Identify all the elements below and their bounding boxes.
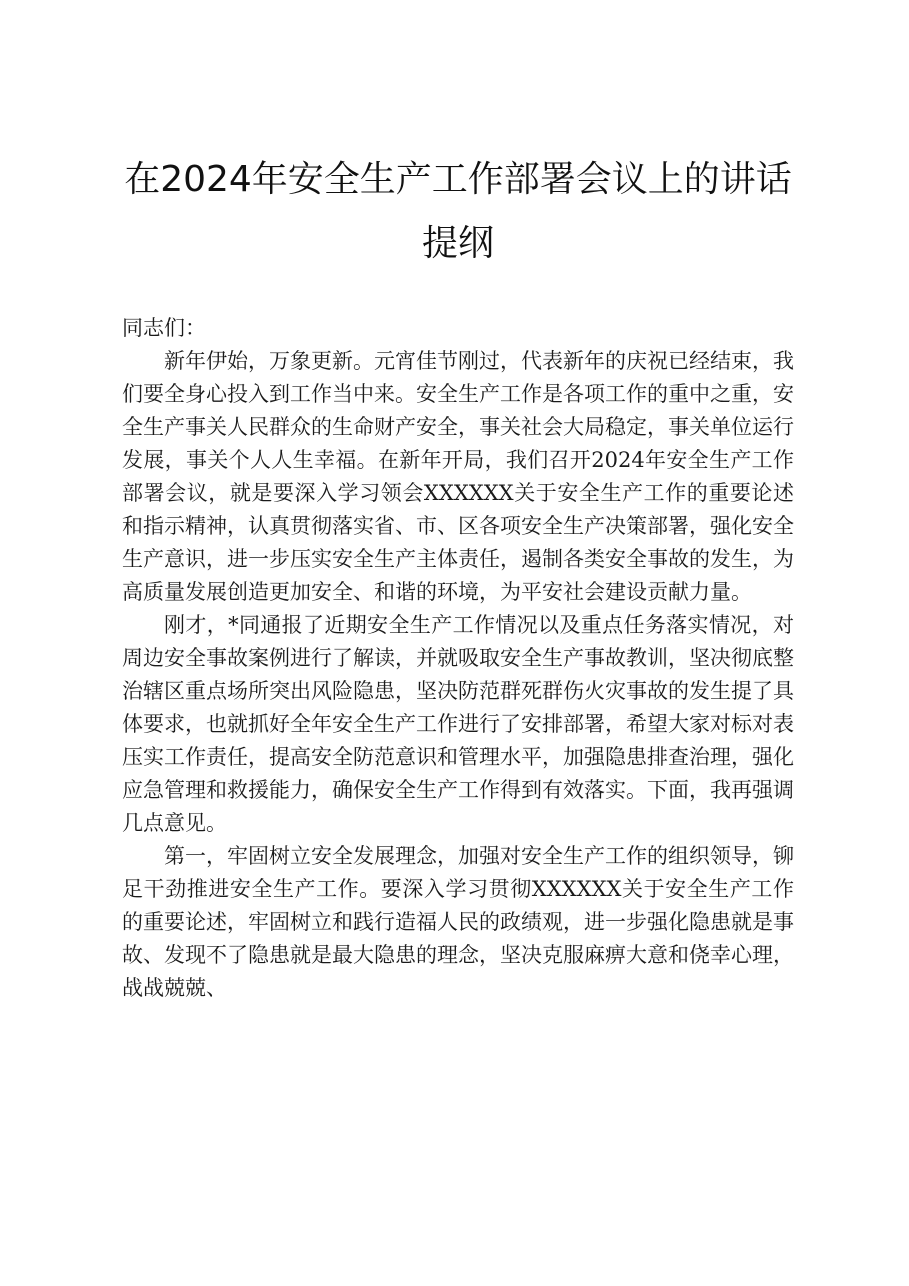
paragraph-opening: 新年伊始，万象更新。元宵佳节刚过，代表新年的庆祝已经结束，我们要全身心投入到工作当中来。安全生产工作是各项工作的重中之重，安全生产事关人民群众的生命财产安全，事关社会大局稳定，事关单位运行发展，事关个人人生幸福。在新年开局，我们召开2024年安全生产工作部署会议，就是要深入学习领会XXXXXX关于安全生产工作的重要论述和指示精神，认真贯彻落实省、市、区各项安全生产决策部署，强化安全生产意识，进一步压实安全生产主体责任，遏制各类安全事故的发生，为高质量发展创造更加安全、和谐的环境，为平安社会建设贡献力量。: [122, 349, 794, 604]
salutation: 同志们：: [122, 316, 206, 340]
paragraph-point-one: 第一，牢固树立安全发展理念，加强对安全生产工作的组织领导，铆足干劲推进安全生产工作。要深入学习贯彻XXXXXX关于安全生产工作的重要论述，牢固树立和践行造福人民的政绩观，进一步强化隐患就是事故、发现不了隐患就是最大隐患的理念，坚决克服麻痹大意和侥幸心理，战战兢兢、: [122, 844, 794, 1000]
document-body: [122, 312, 794, 1005]
document-title: 在2024年安全生产工作部署会议上的讲话提纲: [124, 159, 792, 264]
paragraph-report-summary: 刚才，*同通报了近期安全生产工作情况以及重点任务落实情况，对周边安全事故案例进行了解读，并就吸取安全生产事故教训，坚决彻底整治辖区重点场所突出风险隐患，坚决防范群死群伤火灾事故的发生提了具体要求，也就抓好全年安全生产工作进行了安排部署，希望大家对标对表压实工作责任，提高安全防范意识和管理水平，加强隐患排查治理，强化应急管理和救援能力，确保安全生产工作得到有效落实。下面，我再强调几点意见。: [122, 613, 794, 835]
